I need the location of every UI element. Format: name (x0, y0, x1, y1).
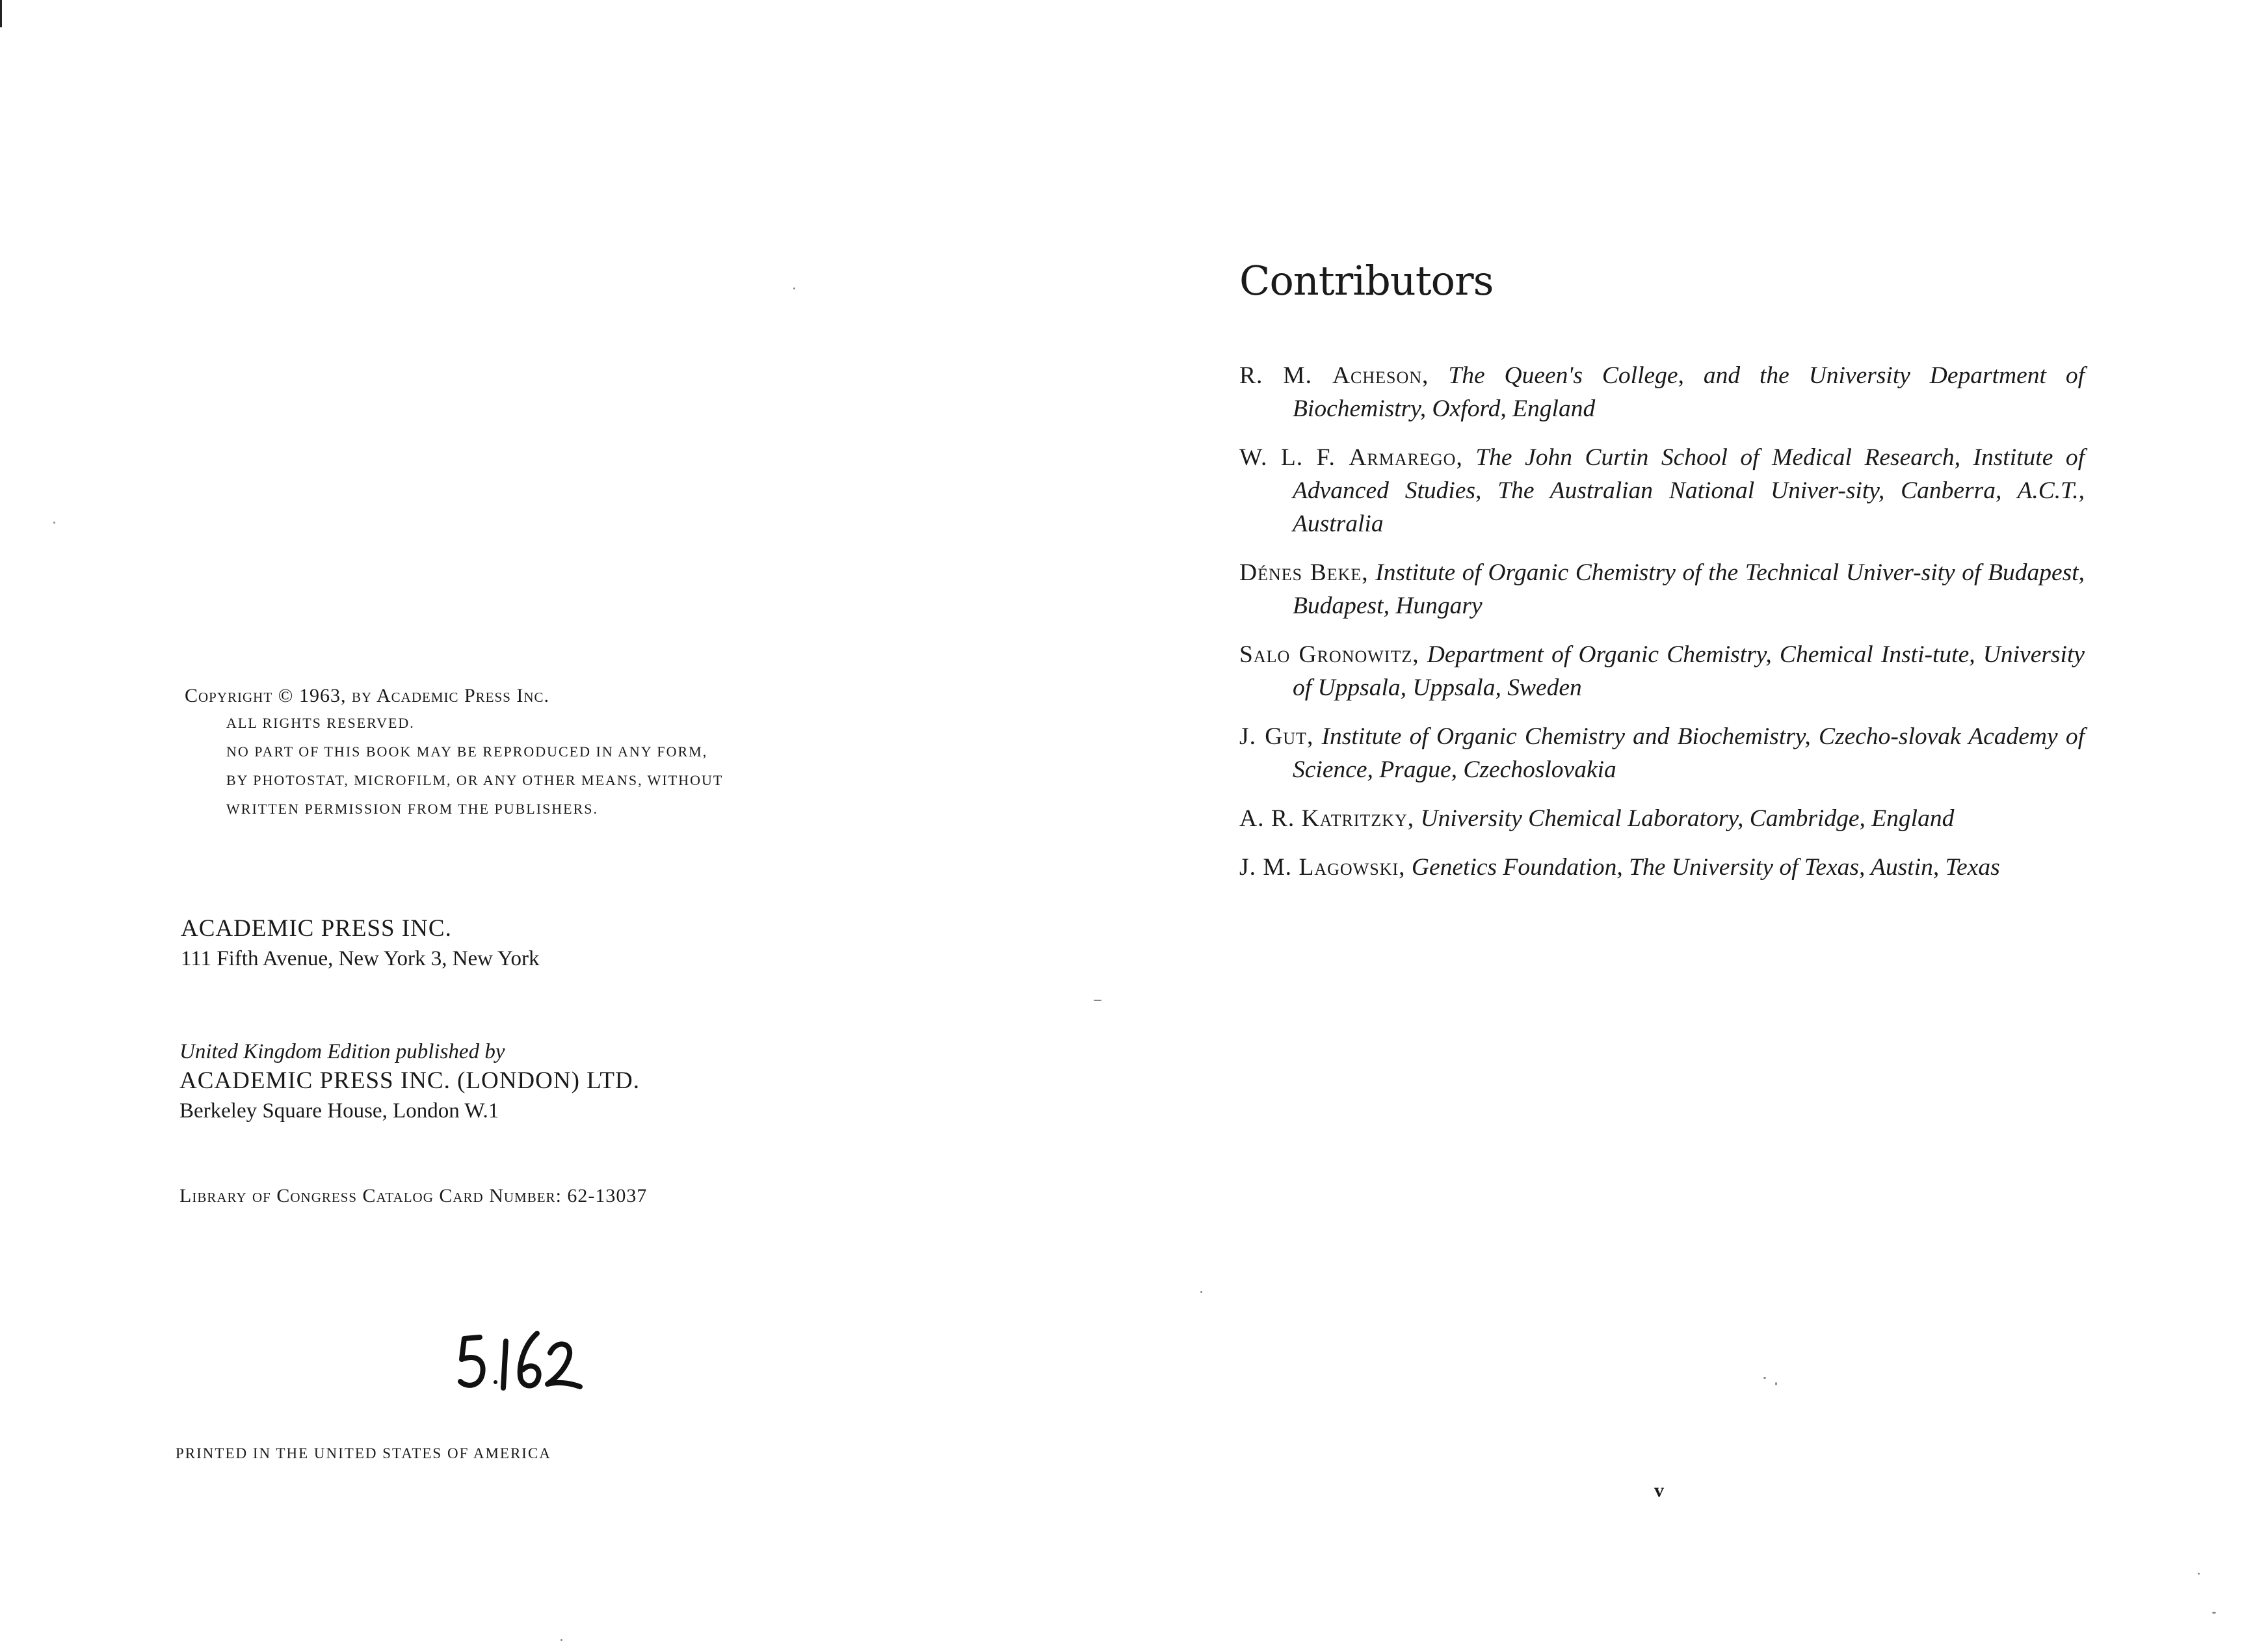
contributor-name: W. L. F. Armarego, (1239, 444, 1463, 471)
contributor-entry (1239, 720, 2085, 786)
contributor-affiliation: Institute of Organic Chemistry of the Technical Univer-sity of Budapest, Budapest, Hungary (1293, 559, 2085, 619)
contributor-initials: J. M. (1239, 854, 1293, 881)
contributor-affiliation: The Queen's College, and the University Department of Biochemistry, Oxford, England (1293, 362, 2085, 422)
contributor-surname: Beke (1310, 559, 1362, 586)
uk-edition-intro: United Kingdom Edition published by (179, 1040, 505, 1063)
contributor-name: R. M. Acheson, (1239, 362, 1429, 389)
contributor-entry (1239, 441, 2085, 540)
contributor-entry (1239, 802, 2085, 835)
contributor-name: A. R. Katritzky, (1239, 805, 1415, 832)
copyright-notice (185, 683, 900, 823)
publisher-name: ACADEMIC PRESS INC. (181, 915, 452, 942)
uk-publisher-name: ACADEMIC PRESS INC. (LONDON) LTD. (179, 1067, 640, 1094)
library-of-congress-number: Library of Congress Catalog Card Number: 62-13037 (179, 1185, 648, 1207)
contributor-initials: A. R. (1239, 805, 1295, 832)
contributor-name: Salo Gronowitz, (1239, 641, 1419, 668)
uk-publisher-address: Berkeley Square House, London W.1 (179, 1099, 499, 1123)
copyright-line: Copyright © 1963, by Academic Press Inc. (185, 685, 550, 706)
contributor-surname: Lagowski (1299, 854, 1399, 881)
contributor-name: J. M. Lagowski, (1239, 854, 1406, 881)
contributor-surname: Armarego (1349, 444, 1457, 471)
contributor-surname: Acheson (1332, 362, 1423, 389)
page-number: v (1654, 1480, 1664, 1501)
contributors-page (1134, 0, 2268, 1638)
contributors-list (1239, 359, 2085, 900)
contributor-affiliation: Genetics Foundation, The University of Texas, Austin, Texas (1411, 854, 2000, 881)
contributor-entry (1239, 556, 2085, 622)
contributor-name: Dénes Beke, (1239, 559, 1369, 586)
paper-speck (1775, 1382, 1777, 1385)
uk-edition-info (179, 1037, 895, 1126)
contributor-surname: Gronowitz (1299, 641, 1413, 668)
paper-speck (2212, 1612, 2216, 1614)
rights-line-3: BY PHOTOSTAT, MICROFILM, OR ANY OTHER MEANS, WITHOUT (226, 772, 724, 788)
copyright-page (0, 0, 1134, 1638)
publisher-info (181, 914, 896, 974)
contributor-affiliation: Department of Organic Chemistry, Chemical Insti-tute, University of Uppsala, Uppsala, Sweden (1293, 641, 2085, 701)
paper-speck (53, 522, 55, 524)
contributor-surname: Gut (1265, 723, 1307, 750)
publisher-address: 111 Fifth Avenue, New York 3, New York (181, 947, 540, 970)
rights-line-4: WRITTEN PERMISSION FROM THE PUBLISHERS. (226, 801, 599, 817)
contributor-name: J. Gut, (1239, 723, 1314, 750)
rights-line-1: ALL RIGHTS RESERVED. (226, 715, 415, 731)
paper-speck (2198, 1573, 2200, 1575)
contributor-surname: Katritzky (1301, 805, 1408, 832)
paper-speck (1094, 1000, 1101, 1001)
contributor-initials: R. M. (1239, 362, 1313, 389)
paper-speck (1200, 1291, 1202, 1293)
contributor-affiliation: Institute of Organic Chemistry and Biochemistry, Czecho-slovak Academy of Science, Prague, Czechoslovakia (1293, 723, 2085, 783)
paper-speck (793, 287, 795, 289)
contributor-entry (1239, 359, 2085, 425)
handwritten-number (455, 1319, 585, 1404)
contributor-entry (1239, 638, 2085, 704)
contributor-initials: J. (1239, 723, 1256, 750)
contributor-affiliation: The John Curtin School of Medical Research, Institute of Advanced Studies, The Australian National Univer-sity, Canberra, A.C.T., Australia (1293, 444, 2085, 537)
printed-in-line: PRINTED IN THE UNITED STATES OF AMERICA (176, 1445, 551, 1461)
contributor-initials: Dénes (1239, 559, 1303, 586)
contributor-affiliation: University Chemical Laboratory, Cambridge, England (1420, 805, 1955, 832)
contributor-initials: Salo (1239, 641, 1291, 668)
rights-line-2: NO PART OF THIS BOOK MAY BE REPRODUCED IN ANY FORM, (226, 743, 708, 760)
contributor-initials: W. L. F. (1239, 444, 1336, 471)
page-title: Contributors (1239, 257, 1494, 304)
paper-speck (1763, 1377, 1766, 1379)
contributor-entry (1239, 851, 2085, 884)
